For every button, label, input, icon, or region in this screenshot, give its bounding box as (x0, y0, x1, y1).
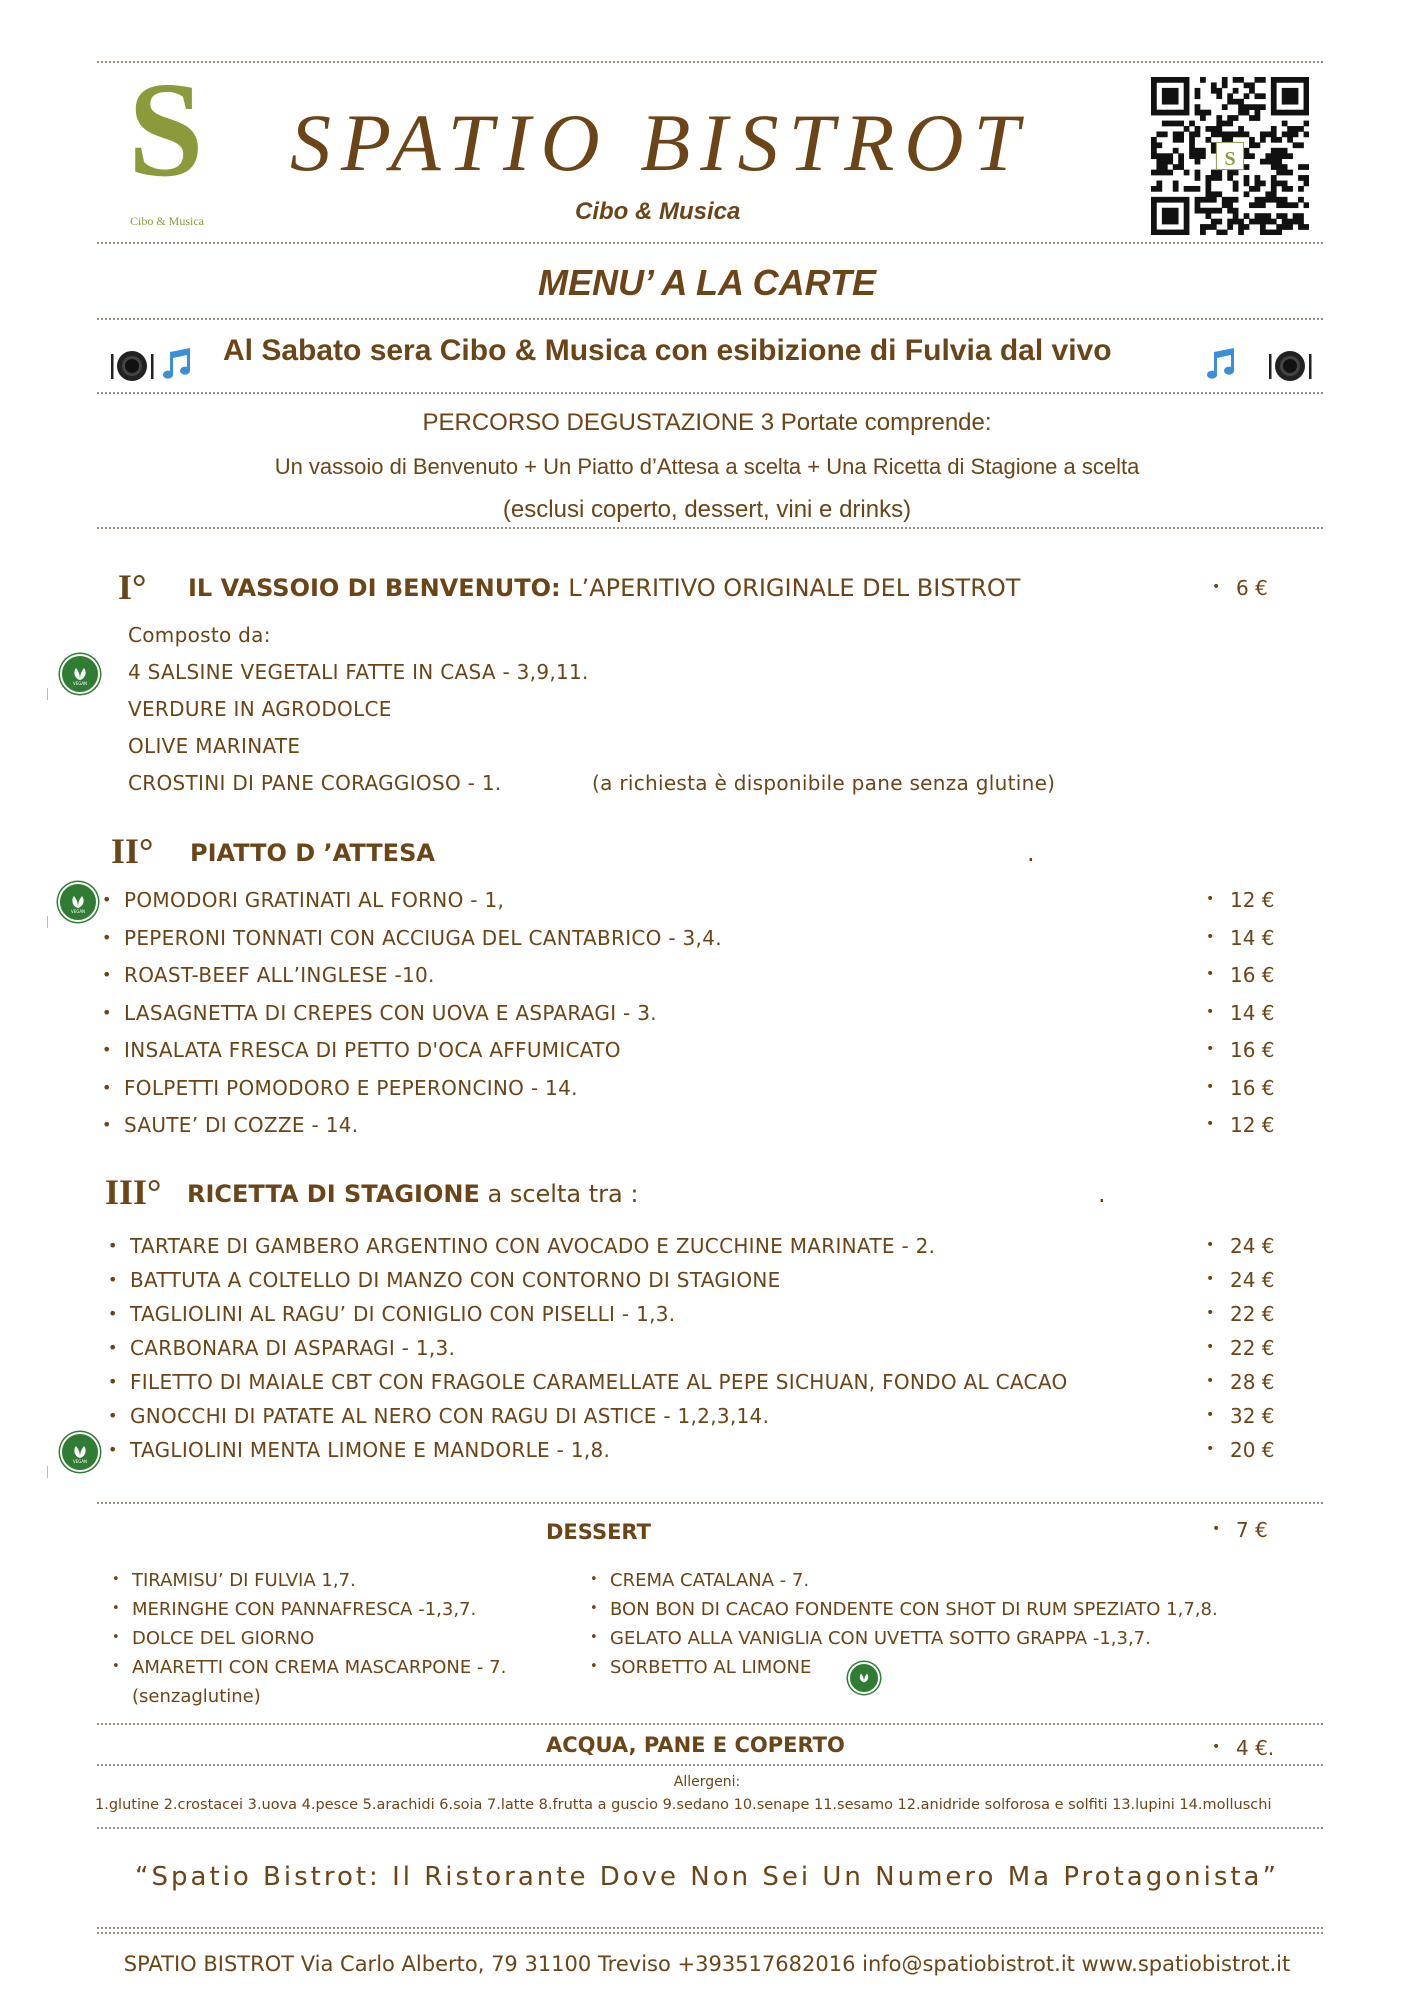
section-2-item-name: • SAUTE’ DI COZZE - 14. (124, 1113, 358, 1137)
section-2-item-price: • 12 € (1230, 1113, 1275, 1137)
dessert-item: • TIRAMISU’ DI FULVIA 1,7. (132, 1570, 356, 1591)
section-3-item-price: • 22 € (1230, 1336, 1275, 1360)
section-1-title-bold: IL VASSOIO DI BENVENUTO: (188, 574, 561, 602)
section-1-item: CROSTINI DI PANE CORAGGIOSO - 1. (128, 771, 502, 795)
section-2-item-price: • 14 € (1230, 926, 1275, 950)
section-3-item-name: • TARTARE DI GAMBERO ARGENTINO CON AVOCADO E ZUCCHINE MARINATE - 2. (130, 1234, 935, 1258)
banner-divider (97, 392, 1323, 394)
tasting-line-2: Un vassoio di Benvenuto + Un Piatto d’Attesa a scelta + Una Ricetta di Stagione a scelta (274, 454, 1140, 479)
section-2-dot: . (1027, 839, 1035, 867)
dessert-title: DESSERT (546, 1520, 651, 1544)
menu-title: MENU’ A LA CARTE (538, 262, 876, 303)
tasting-line-1: PERCORSO DEGUSTAZIONE 3 Portate comprende: (422, 409, 992, 436)
section-1-numeral: I° (118, 567, 147, 607)
allergens-divider (97, 1827, 1323, 1829)
slogan-divider-2 (97, 1932, 1323, 1934)
section-1-title-rest: L’APERITIVO ORIGINALE DEL BISTROT (560, 574, 1021, 602)
tick-mark (47, 688, 48, 700)
section-3-item-price: • 32 € (1230, 1404, 1275, 1428)
plate-icon (108, 348, 156, 384)
vegan-badge-icon (848, 1662, 880, 1694)
section-2-title: PIATTO D ’ATTESA (190, 839, 435, 867)
section-2-item-price: • 12 € (1230, 888, 1275, 912)
section-3-item-price: • 22 € (1230, 1302, 1275, 1326)
vegan-label: VEGAN (70, 909, 86, 914)
music-note-icon (1204, 346, 1240, 382)
section-3-dot: . (1098, 1180, 1106, 1208)
plate-icon (1266, 348, 1314, 384)
vegan-badge-icon (60, 654, 100, 694)
allergens-title: Allergeni: (673, 1774, 741, 1790)
section-3-item-name: • BATTUTA A COLTELLO DI MANZO CON CONTORNO DI STAGIONE (130, 1268, 781, 1292)
section-2-item-name: • FOLPETTI POMODORO E PEPERONCINO - 14. (124, 1076, 578, 1100)
page-subtitle: Cibo & Musica (575, 198, 741, 225)
tasting-line-3: (esclusi coperto, dessert, vini e drinks) (502, 496, 912, 523)
section-3-item-name: • GNOCCHI DI PATATE AL NERO CON RAGU DI ASTICE - 1,2,3,14. (130, 1404, 769, 1428)
section-1-title (188, 574, 1020, 602)
vegan-label: VEGAN (72, 681, 88, 686)
music-note-icon (160, 346, 196, 382)
vegan-badge-icon (58, 882, 98, 922)
section-3-item-name: • FILETTO DI MAIALE CBT CON FRAGOLE CARAMELLATE AL PEPE SICHUAN, FONDO AL CACAO (130, 1370, 1068, 1394)
dessert-item: • AMARETTI CON CREMA MASCARPONE - 7. (132, 1657, 506, 1678)
dessert-divider (97, 1723, 1323, 1725)
section-1-item: OLIVE MARINATE (128, 734, 301, 758)
top-divider (97, 61, 1323, 63)
section-3-item-price: • 28 € (1230, 1370, 1275, 1394)
section-2-item-name: • POMODORI GRATINATI AL FORNO - 1, (124, 888, 504, 912)
section-2-item-price: • 16 € (1230, 1076, 1275, 1100)
section-2-item-name: • ROAST-BEEF ALL’INGLESE -10. (124, 963, 435, 987)
cover-price: • 4 €. (1236, 1736, 1274, 1760)
logo-subtitle: Cibo & Musica (130, 214, 204, 228)
dessert-item: • GELATO ALLA VANIGLIA CON UVETTA SOTTO GRAPPA -1,3,7. (610, 1628, 1151, 1649)
svg-text:S: S (1224, 148, 1236, 170)
qr-code-icon (1151, 77, 1309, 235)
section-2-item-name: • PEPERONI TONNATI CON ACCIUGA DEL CANTABRICO - 3,4. (124, 926, 722, 950)
section-3-divider (97, 1502, 1323, 1504)
section-2-numeral: II° (111, 831, 154, 871)
section-3-title-rest: a scelta tra : (479, 1180, 639, 1208)
header-divider (97, 242, 1323, 244)
vegan-label: VEGAN (72, 1459, 88, 1464)
dessert-item: • BON BON DI CACAO FONDENTE CON SHOT DI RUM SPEZIATO 1,7,8. (610, 1599, 1218, 1620)
section-3-item-name: • CARBONARA DI ASPARAGI - 1,3. (130, 1336, 455, 1360)
tick-mark (47, 1466, 48, 1478)
page-title: SPATIO BISTROT (290, 97, 1030, 188)
cover-divider (97, 1764, 1323, 1766)
slogan: “Spatio Bistrot: Il Ristorante Dove Non Sei Un Numero Ma Protagonista” (135, 1862, 1279, 1892)
logo (128, 55, 220, 228)
dessert-item: • MERINGHE CON PANNAFRESCA -1,3,7. (132, 1599, 476, 1620)
section-3-numeral: III° (105, 1172, 162, 1212)
section-1-note: (a richiesta è disponibile pane senza glutine) (592, 771, 1056, 795)
tasting-divider (97, 527, 1323, 529)
slogan-divider-1 (97, 1927, 1323, 1929)
cover-title: ACQUA, PANE E COPERTO (546, 1733, 845, 1757)
section-3-item-name: • TAGLIOLINI MENTA LIMONE E MANDORLE - 1,8. (130, 1438, 610, 1462)
section-3-item-price: • 24 € (1230, 1234, 1275, 1258)
allergens-list: 1.glutine 2.crostacei 3.uova 4.pesce 5.arachidi 6.soia 7.latte 8.frutta a guscio 9.sedano 10.senape 11.sesamo 12.anidride solforosa e solfiti 13.lupini 14.molluschi (95, 1797, 1272, 1813)
section-1-price: • 6 € (1236, 576, 1268, 600)
section-2-item-price: • 16 € (1230, 963, 1275, 987)
tick-mark (47, 916, 48, 928)
section-1-item: VERDURE IN AGRODOLCE (128, 697, 392, 721)
logo-letter: S (128, 55, 204, 205)
vegan-badge-icon (60, 1432, 100, 1472)
dessert-price: • 7 € (1236, 1518, 1268, 1542)
section-1-item: 4 SALSINE VEGETALI FATTE IN CASA - 3,9,11. (128, 660, 589, 684)
section-1-intro: Composto da: (128, 623, 271, 647)
dessert-item: • DOLCE DEL GIORNO (132, 1628, 314, 1649)
section-2-item-price: • 14 € (1230, 1001, 1275, 1025)
section-2-item-name: • INSALATA FRESCA DI PETTO D'OCA AFFUMICATO (124, 1038, 621, 1062)
footer-contacts: SPATIO BISTROT Via Carlo Alberto, 79 31100 Treviso +393517682016 info@spatiobistrot.it www.spatiobistrot.it (123, 1952, 1291, 1976)
section-2-item-name: • LASAGNETTA DI CREPES CON UOVA E ASPARAGI - 3. (124, 1001, 657, 1025)
section-2-item-price: • 16 € (1230, 1038, 1275, 1062)
banner-text: Al Sabato sera Cibo & Musica con esibizione di Fulvia dal vivo (223, 334, 1112, 367)
section-3-title-bold: RICETTA DI STAGIONE (187, 1180, 480, 1208)
dessert-note: (senzaglutine) (132, 1686, 261, 1707)
dessert-item: • CREMA CATALANA - 7. (610, 1570, 809, 1591)
dessert-item: • SORBETTO AL LIMONE (610, 1657, 811, 1678)
section-3-item-name: • TAGLIOLINI AL RAGU’ DI CONIGLIO CON PISELLI - 1,3. (130, 1302, 675, 1326)
menu-title-divider (97, 318, 1323, 320)
section-3-item-price: • 20 € (1230, 1438, 1275, 1462)
section-3-title (187, 1180, 638, 1208)
section-3-item-price: • 24 € (1230, 1268, 1275, 1292)
